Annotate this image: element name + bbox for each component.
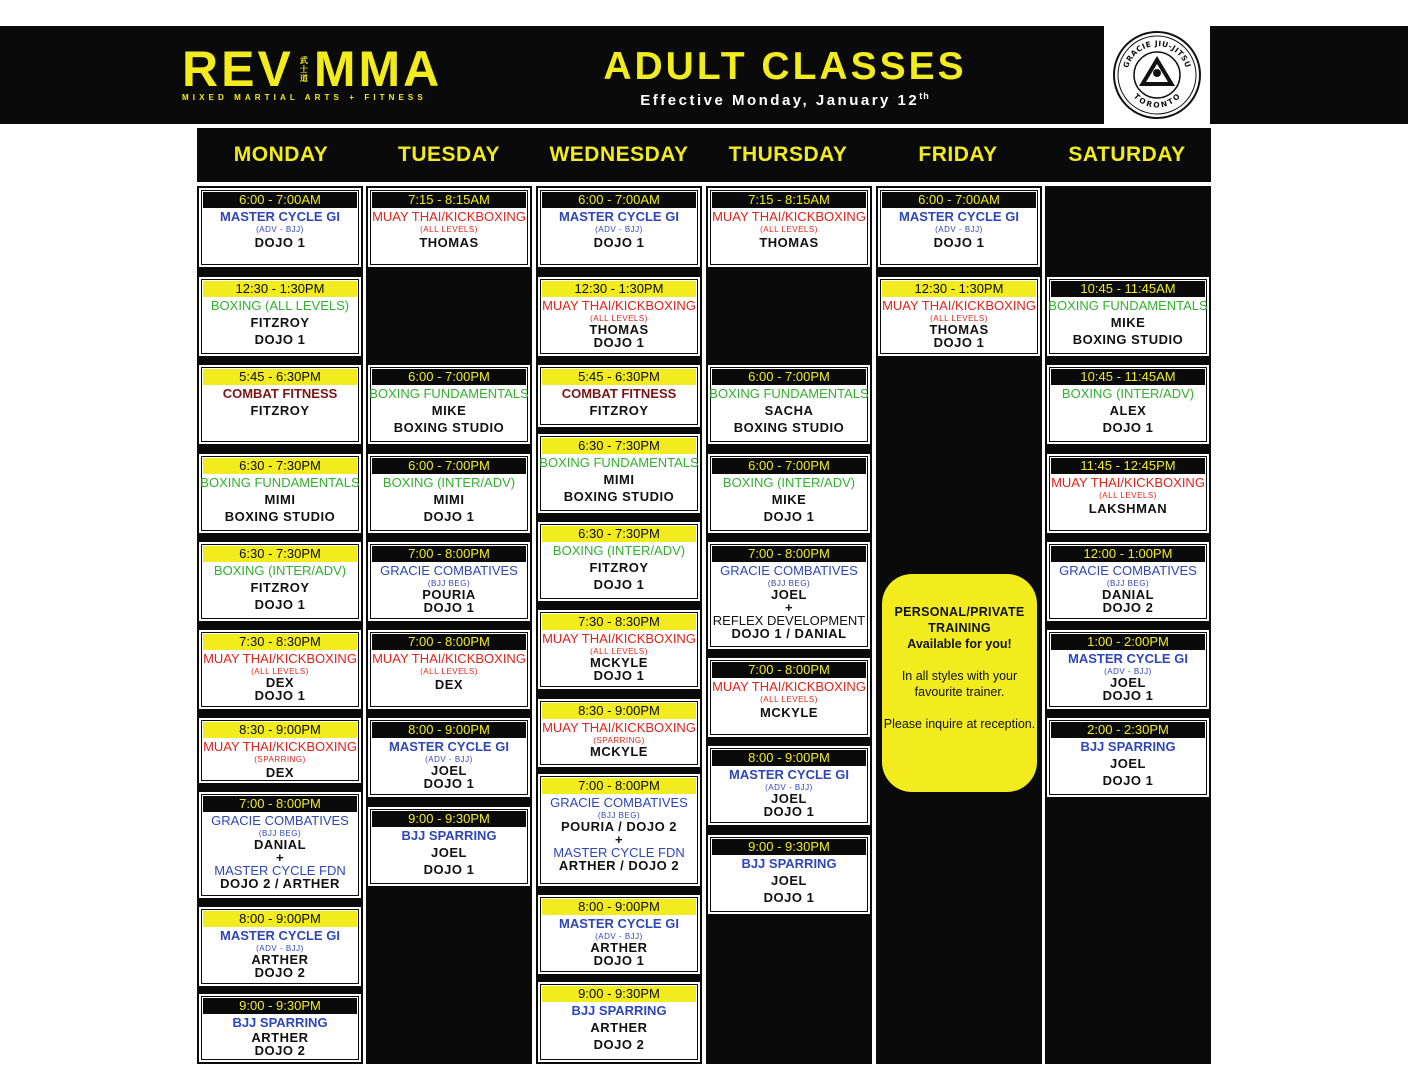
- class-name: BJJ SPARRING: [571, 1003, 667, 1018]
- class-name: BOXING FUNDAMENTALS: [539, 455, 699, 470]
- class-detail: (ADV - BJJ): [425, 755, 473, 764]
- class-detail: THOMAS: [929, 322, 989, 337]
- class-card-saturday: [1045, 540, 1211, 623]
- class-detail: DOJO 2: [254, 1043, 306, 1058]
- class-detail: (ADV - BJJ): [935, 225, 983, 234]
- class-detail: MASTER CYCLE FDN: [214, 863, 346, 878]
- column-tuesday: [366, 186, 532, 1064]
- class-card-thursday: [706, 833, 872, 916]
- page-title: ADULT CLASSES: [603, 45, 967, 88]
- class-time: 6:30 - 7:30PM: [542, 438, 696, 454]
- class-card-tuesday: [366, 540, 532, 623]
- class-detail: JOEL: [771, 873, 807, 888]
- class-name: MUAY THAI/KICKBOXING: [372, 651, 526, 666]
- class-card-tuesday: [366, 186, 532, 269]
- class-detail: MIMI: [603, 472, 635, 487]
- class-card-monday: [197, 186, 363, 269]
- class-card-saturday: [1045, 275, 1211, 358]
- class-time: 7:30 - 8:30PM: [203, 634, 357, 650]
- class-time: 2:00 - 2:30PM: [1051, 722, 1205, 738]
- class-name: MASTER CYCLE GI: [220, 928, 340, 943]
- class-time: 7:00 - 8:00PM: [372, 634, 526, 650]
- class-detail: JOEL: [771, 791, 807, 806]
- class-time: 6:00 - 7:00AM: [203, 192, 357, 208]
- class-detail: DOJO 1: [593, 668, 645, 683]
- class-name: MASTER CYCLE GI: [729, 767, 849, 782]
- class-detail: (ADV - BJJ): [256, 225, 304, 234]
- class-detail: JOEL: [1110, 675, 1146, 690]
- class-detail: DANIAL: [253, 837, 307, 852]
- day-tuesday: TUESDAY: [398, 143, 500, 166]
- class-detail: (ADV - BJJ): [595, 225, 643, 234]
- class-name: BOXING (INTER/ADV): [382, 475, 516, 490]
- class-detail: FITZROY: [250, 580, 310, 595]
- class-time: 7:00 - 8:00PM: [712, 546, 866, 562]
- class-detail: DOJO 1: [254, 688, 306, 703]
- class-name: MUAY THAI/KICKBOXING: [712, 679, 866, 694]
- class-card-wednesday: [536, 275, 702, 358]
- class-detail: (ADV - BJJ): [765, 783, 813, 792]
- class-card-tuesday: [366, 363, 532, 446]
- class-card-saturday: [1045, 628, 1211, 711]
- class-detail: DOJO 1: [593, 953, 645, 968]
- class-time: 7:00 - 8:00PM: [712, 662, 866, 678]
- class-time: 10:45 - 11:45AM: [1051, 281, 1205, 297]
- class-detail: (BJJ BEG): [597, 811, 641, 820]
- class-detail: DOJO 1: [1102, 773, 1154, 788]
- class-time: 11:45 - 12:45PM: [1051, 458, 1205, 474]
- class-time: 8:00 - 9:00PM: [712, 750, 866, 766]
- class-detail: JOEL: [771, 587, 807, 602]
- class-name: MASTER CYCLE GI: [1068, 651, 1188, 666]
- class-detail: +: [275, 850, 285, 865]
- class-detail: DEX: [265, 765, 295, 780]
- class-name: MASTER CYCLE GI: [559, 209, 679, 224]
- class-card-monday: [197, 275, 363, 358]
- class-time: 7:00 - 8:00PM: [203, 796, 357, 812]
- class-name: MUAY THAI/KICKBOXING: [542, 298, 696, 313]
- class-time: 6:00 - 7:00AM: [542, 192, 696, 208]
- class-detail: DOJO 1 / DANIAL: [731, 626, 847, 641]
- class-card-monday: [197, 363, 363, 446]
- class-time: 6:30 - 7:30PM: [203, 458, 357, 474]
- class-detail: MIKE: [431, 403, 467, 418]
- pt-availability: Available for you!: [907, 637, 1012, 651]
- subtitle-suffix: th: [919, 91, 930, 101]
- class-detail: ALEX: [1109, 403, 1147, 418]
- class-card-monday: [197, 790, 363, 900]
- class-detail: DOJO 1: [763, 804, 815, 819]
- class-name: BJJ SPARRING: [1080, 739, 1176, 754]
- class-detail: DOJO 1: [423, 862, 475, 877]
- class-card-wednesday: [536, 893, 702, 976]
- page-subtitle: [560, 88, 1010, 109]
- class-card-saturday: [1045, 716, 1211, 799]
- class-time: 12:30 - 1:30PM: [203, 281, 357, 297]
- class-time: 6:00 - 7:00PM: [372, 458, 526, 474]
- class-detail: MIMI: [433, 492, 465, 507]
- class-name: BOXING (INTER/ADV): [1061, 386, 1195, 401]
- class-name: BOXING FUNDAMENTALS: [369, 386, 529, 401]
- class-detail: BOXING STUDIO: [563, 489, 675, 504]
- class-detail: DANIAL: [1101, 587, 1155, 602]
- class-time: 12:00 - 1:00PM: [1051, 546, 1205, 562]
- class-detail: JOEL: [431, 845, 467, 860]
- subtitle-text: Effective Monday, January 12: [640, 92, 920, 109]
- class-time: 6:00 - 7:00PM: [712, 369, 866, 385]
- class-name: MUAY THAI/KICKBOXING: [882, 298, 1036, 313]
- class-name: MASTER CYCLE GI: [559, 916, 679, 931]
- class-detail: DOJO 1: [763, 890, 815, 905]
- class-card-tuesday: [366, 716, 532, 799]
- class-time: 8:30 - 9:00PM: [203, 722, 357, 738]
- class-name: BOXING (INTER/ADV): [552, 543, 686, 558]
- class-time: 8:00 - 9:00PM: [372, 722, 526, 738]
- class-card-monday: [197, 452, 363, 535]
- class-detail: (ALL LEVELS): [930, 314, 988, 323]
- class-card-friday: [876, 275, 1042, 358]
- class-name: BJJ SPARRING: [232, 1015, 328, 1030]
- class-time: 7:15 - 8:15AM: [712, 192, 866, 208]
- class-name: COMBAT FITNESS: [222, 386, 338, 401]
- class-detail: (ADV - BJJ): [256, 944, 304, 953]
- class-name: BOXING FUNDAMENTALS: [1048, 298, 1208, 313]
- class-detail: (BJJ BEG): [258, 829, 302, 838]
- class-detail: DOJO 1: [423, 600, 475, 615]
- class-card-thursday: [706, 540, 872, 651]
- class-detail: DOJO 1: [593, 235, 645, 250]
- day-wednesday: WEDNESDAY: [549, 143, 689, 166]
- class-detail: MCKYLE: [590, 655, 648, 670]
- gracie-jiu-jitsu-logo-icon: [1111, 28, 1203, 122]
- class-card-thursday: [706, 363, 872, 446]
- class-name: MUAY THAI/KICKBOXING: [372, 209, 526, 224]
- class-name: MUAY THAI/KICKBOXING: [203, 739, 357, 754]
- class-card-tuesday: [366, 628, 532, 711]
- class-detail: (BJJ BEG): [427, 579, 471, 588]
- class-detail: ARTHER: [251, 1030, 309, 1045]
- class-detail: (BJJ BEG): [1106, 579, 1150, 588]
- class-name: BOXING (INTER/ADV): [722, 475, 856, 490]
- class-detail: THOMAS: [589, 322, 649, 337]
- class-time: 1:00 - 2:00PM: [1051, 634, 1205, 650]
- class-name: GRACIE COMBATIVES: [380, 563, 518, 578]
- class-detail: MIKE: [1110, 315, 1146, 330]
- day-thursday: THURSDAY: [728, 143, 848, 166]
- class-detail: (ALL LEVELS): [590, 647, 648, 656]
- class-detail: FITZROY: [250, 315, 310, 330]
- class-card-wednesday: [536, 186, 702, 269]
- class-detail: DOJO 2 / ARTHER: [220, 876, 340, 891]
- class-detail: (ALL LEVELS): [760, 695, 818, 704]
- class-detail: (ALL LEVELS): [1099, 491, 1157, 500]
- class-detail: THOMAS: [759, 235, 819, 250]
- class-card-saturday: [1045, 452, 1211, 535]
- class-card-thursday: [706, 744, 872, 827]
- class-card-tuesday: [366, 452, 532, 535]
- class-name: MUAY THAI/KICKBOXING: [542, 720, 696, 735]
- class-detail: MCKYLE: [590, 744, 648, 759]
- class-detail: (ALL LEVELS): [420, 667, 478, 676]
- pt-heading: PERSONAL/PRIVATE TRAINING: [894, 605, 1025, 635]
- class-name: BJJ SPARRING: [741, 856, 837, 871]
- class-time: 6:00 - 7:00AM: [882, 192, 1036, 208]
- class-detail: ARTHER: [590, 1020, 648, 1035]
- class-detail: DOJO 2: [254, 965, 306, 980]
- personal-training-callout: [882, 574, 1037, 792]
- class-detail: BOXING STUDIO: [393, 420, 505, 435]
- class-detail: DOJO 1: [254, 597, 306, 612]
- class-name: MUAY THAI/KICKBOXING: [712, 209, 866, 224]
- logo-mark: 武士道: [299, 55, 308, 83]
- svg-text:TORONTO: [1132, 92, 1182, 110]
- class-time: 6:30 - 7:30PM: [542, 526, 696, 542]
- class-time: 5:45 - 6:30PM: [542, 369, 696, 385]
- class-time: 8:00 - 9:00PM: [542, 899, 696, 915]
- class-detail: (ALL LEVELS): [760, 225, 818, 234]
- class-card-wednesday: [536, 520, 702, 603]
- badge-bottom-text: TORONTO: [1131, 91, 1183, 110]
- days-header: [197, 128, 1211, 182]
- class-name: MASTER CYCLE GI: [389, 739, 509, 754]
- class-name: MUAY THAI/KICKBOXING: [542, 631, 696, 646]
- class-detail: DOJO 1: [763, 509, 815, 524]
- day-saturday: SATURDAY: [1068, 143, 1186, 166]
- class-detail: DOJO 1: [593, 335, 645, 350]
- class-time: 9:00 - 9:30PM: [372, 811, 526, 827]
- class-detail: +: [784, 600, 794, 615]
- class-detail: (SPARRING): [254, 755, 306, 764]
- class-detail: FITZROY: [589, 403, 649, 418]
- pt-styles: In all styles with your favourite trainer.: [901, 669, 1018, 699]
- class-detail: MCKYLE: [760, 705, 818, 720]
- class-detail: DOJO 1: [423, 776, 475, 791]
- class-card-wednesday: [536, 608, 702, 691]
- class-card-tuesday: [366, 805, 532, 888]
- class-detail: (ALL LEVELS): [420, 225, 478, 234]
- class-card-thursday: [706, 656, 872, 739]
- class-time: 5:45 - 6:30PM: [203, 369, 357, 385]
- class-detail: MIMI: [264, 492, 296, 507]
- logo-rev: REV: [182, 41, 294, 97]
- logo-mma: MMA: [313, 41, 443, 97]
- class-detail: BOXING STUDIO: [224, 509, 336, 524]
- class-time: 6:00 - 7:00PM: [712, 458, 866, 474]
- class-detail: POURIA / DOJO 2: [560, 819, 678, 834]
- class-detail: DOJO 1: [254, 332, 306, 347]
- badge-top-text: GRACIE JIU-JITSU: [1121, 38, 1193, 70]
- class-detail: DOJO 1: [933, 235, 985, 250]
- class-detail: BOXING STUDIO: [733, 420, 845, 435]
- class-detail: MASTER CYCLE FDN: [553, 845, 685, 860]
- class-detail: DOJO 1: [254, 235, 306, 250]
- class-detail: THOMAS: [419, 235, 479, 250]
- class-card-wednesday: [536, 772, 702, 888]
- class-card-thursday: [706, 452, 872, 535]
- class-time: 6:30 - 7:30PM: [203, 546, 357, 562]
- class-detail: JOEL: [431, 763, 467, 778]
- class-name: MUAY THAI/KICKBOXING: [1051, 475, 1205, 490]
- class-name: GRACIE COMBATIVES: [720, 563, 858, 578]
- class-detail: DOJO 2: [593, 1037, 645, 1052]
- class-time: 7:00 - 8:00PM: [542, 778, 696, 794]
- day-friday: FRIDAY: [918, 143, 998, 166]
- class-name: MUAY THAI/KICKBOXING: [203, 651, 357, 666]
- class-time: 7:30 - 8:30PM: [542, 614, 696, 630]
- class-detail: POURIA: [422, 587, 476, 602]
- class-detail: ARTHER: [590, 940, 648, 955]
- class-card-wednesday: [536, 363, 702, 429]
- class-detail: FITZROY: [589, 560, 649, 575]
- class-detail: (SPARRING): [593, 736, 645, 745]
- class-name: MASTER CYCLE GI: [899, 209, 1019, 224]
- class-name: BOXING FUNDAMENTALS: [200, 475, 360, 490]
- class-detail: DOJO 1: [1102, 688, 1154, 703]
- title-block: [560, 46, 1010, 109]
- class-time: 7:15 - 8:15AM: [372, 192, 526, 208]
- class-card-monday: [197, 540, 363, 623]
- class-detail: ARTHER: [251, 952, 309, 967]
- class-time: 7:00 - 8:00PM: [372, 546, 526, 562]
- header-bar: [0, 26, 1408, 124]
- class-detail: (ADV - BJJ): [1104, 667, 1152, 676]
- class-detail: DEX: [434, 677, 464, 692]
- class-card-monday: [197, 628, 363, 711]
- class-name: BJJ SPARRING: [401, 828, 497, 843]
- class-name: BOXING FUNDAMENTALS: [709, 386, 869, 401]
- class-card-wednesday: [536, 697, 702, 769]
- class-time: 9:00 - 9:30PM: [203, 998, 357, 1014]
- class-detail: LAKSHMAN: [1088, 501, 1168, 516]
- class-detail: ARTHER / DOJO 2: [558, 858, 680, 873]
- class-time: 12:30 - 1:30PM: [542, 281, 696, 297]
- class-card-wednesday: [536, 432, 702, 515]
- pt-inquire: Please inquire at reception.: [883, 717, 1036, 731]
- class-time: 9:00 - 9:30PM: [712, 839, 866, 855]
- class-detail: (ALL LEVELS): [590, 314, 648, 323]
- class-time: 12:30 - 1:30PM: [882, 281, 1036, 297]
- class-detail: (BJJ BEG): [767, 579, 811, 588]
- class-time: 10:45 - 11:45AM: [1051, 369, 1205, 385]
- class-detail: DEX: [265, 675, 295, 690]
- class-detail: (ADV - BJJ): [595, 932, 643, 941]
- class-card-wednesday: [536, 980, 702, 1064]
- class-detail: DOJO 1: [933, 335, 985, 350]
- rev-mma-logo: [182, 41, 482, 102]
- class-detail: DOJO 2: [1102, 600, 1154, 615]
- day-monday: MONDAY: [233, 143, 329, 166]
- gracie-badge: [1104, 26, 1210, 124]
- class-card-monday: [197, 992, 363, 1064]
- class-detail: REFLEX DEVELOPMENT: [712, 613, 866, 628]
- class-name: BOXING (INTER/ADV): [213, 563, 347, 578]
- class-detail: SACHA: [764, 403, 814, 418]
- class-detail: +: [614, 832, 624, 847]
- class-card-saturday: [1045, 363, 1211, 446]
- class-name: MASTER CYCLE GI: [220, 209, 340, 224]
- class-card-monday: [197, 716, 363, 785]
- class-name: COMBAT FITNESS: [561, 386, 677, 401]
- class-detail: MIKE: [771, 492, 807, 507]
- class-card-thursday: [706, 186, 872, 269]
- class-detail: BOXING STUDIO: [1072, 332, 1184, 347]
- class-time: 9:00 - 9:30PM: [542, 986, 696, 1002]
- class-time: 8:00 - 9:00PM: [203, 911, 357, 927]
- class-name: BOXING (ALL LEVELS): [210, 298, 350, 313]
- class-time: 6:00 - 7:00PM: [372, 369, 526, 385]
- class-detail: DOJO 1: [1102, 420, 1154, 435]
- class-detail: (ALL LEVELS): [251, 667, 309, 676]
- class-detail: DOJO 1: [593, 577, 645, 592]
- class-card-monday: [197, 905, 363, 988]
- class-detail: FITZROY: [250, 403, 310, 418]
- class-name: GRACIE COMBATIVES: [550, 795, 688, 810]
- class-name: GRACIE COMBATIVES: [1059, 563, 1197, 578]
- logo-tagline: MIXED MARTIAL ARTS + FITNESS: [182, 93, 427, 102]
- class-name: GRACIE COMBATIVES: [211, 813, 349, 828]
- class-card-friday: [876, 186, 1042, 269]
- class-detail: DOJO 1: [423, 509, 475, 524]
- class-detail: JOEL: [1110, 756, 1146, 771]
- class-time: 8:30 - 9:00PM: [542, 703, 696, 719]
